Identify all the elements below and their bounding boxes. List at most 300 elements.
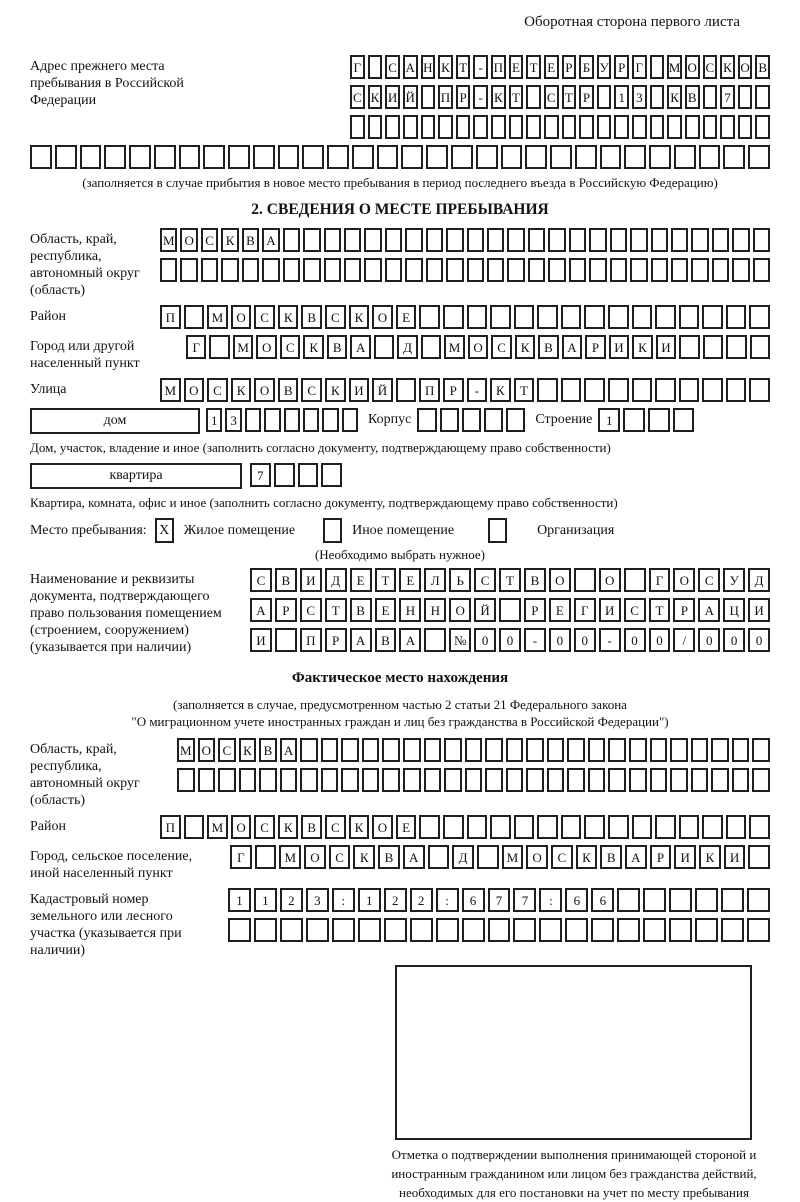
char-cell[interactable]: [440, 408, 459, 432]
char-cell[interactable]: [80, 145, 102, 169]
char-cell[interactable]: В: [259, 738, 277, 762]
char-cell[interactable]: [358, 918, 381, 942]
char-cell[interactable]: [695, 888, 718, 912]
char-cell[interactable]: Е: [549, 598, 571, 622]
char-cell[interactable]: [421, 335, 441, 359]
char-cell[interactable]: [632, 378, 653, 402]
char-cell[interactable]: [610, 228, 627, 252]
char-cell[interactable]: [506, 738, 524, 762]
char-cell[interactable]: [368, 115, 383, 139]
char-cell[interactable]: [274, 463, 295, 487]
char-cell[interactable]: А: [262, 228, 279, 252]
char-cell[interactable]: А: [625, 845, 647, 869]
char-cell[interactable]: С: [254, 815, 275, 839]
char-cell[interactable]: [749, 305, 770, 329]
char-cell[interactable]: [180, 258, 197, 282]
char-cell[interactable]: О: [449, 598, 471, 622]
char-cell[interactable]: Р: [585, 335, 605, 359]
char-cell[interactable]: [283, 228, 300, 252]
char-cell[interactable]: Р: [443, 378, 464, 402]
char-cell[interactable]: [589, 258, 606, 282]
char-cell[interactable]: Д: [748, 568, 770, 592]
char-cell[interactable]: [426, 228, 443, 252]
char-cell[interactable]: [748, 145, 770, 169]
char-cell[interactable]: П: [160, 305, 181, 329]
char-cell[interactable]: [699, 145, 721, 169]
char-cell[interactable]: [526, 85, 541, 109]
char-cell[interactable]: К: [515, 335, 535, 359]
char-cell[interactable]: [655, 305, 676, 329]
char-cell[interactable]: О: [468, 335, 488, 359]
char-cell[interactable]: Е: [399, 568, 421, 592]
char-cell[interactable]: -: [467, 378, 488, 402]
char-cell[interactable]: [321, 738, 339, 762]
char-cell[interactable]: [537, 815, 558, 839]
char-cell[interactable]: [477, 845, 499, 869]
char-cell[interactable]: [507, 228, 524, 252]
char-cell[interactable]: [262, 258, 279, 282]
char-cell[interactable]: [569, 228, 586, 252]
char-cell[interactable]: 3: [225, 408, 241, 432]
char-cell[interactable]: [691, 768, 709, 792]
char-cell[interactable]: [242, 258, 259, 282]
char-cell[interactable]: И: [609, 335, 629, 359]
char-cell[interactable]: И: [656, 335, 676, 359]
char-cell[interactable]: 1: [614, 85, 629, 109]
char-cell[interactable]: К: [491, 85, 506, 109]
char-cell[interactable]: [259, 768, 277, 792]
char-cell[interactable]: Р: [579, 85, 594, 109]
char-cell[interactable]: [539, 918, 562, 942]
char-cell[interactable]: Е: [350, 568, 372, 592]
char-cell[interactable]: [421, 115, 436, 139]
char-cell[interactable]: [129, 145, 151, 169]
char-cell[interactable]: [300, 738, 318, 762]
char-cell[interactable]: [364, 228, 381, 252]
char-cell[interactable]: К: [438, 55, 453, 79]
char-cell[interactable]: [589, 228, 606, 252]
char-cell[interactable]: [465, 768, 483, 792]
char-cell[interactable]: У: [597, 55, 612, 79]
char-cell[interactable]: [374, 335, 394, 359]
char-cell[interactable]: [514, 305, 535, 329]
char-cell[interactable]: С: [329, 845, 351, 869]
char-cell[interactable]: [485, 768, 503, 792]
char-cell[interactable]: [419, 815, 440, 839]
char-cell[interactable]: П: [160, 815, 181, 839]
char-cell[interactable]: 7: [513, 888, 536, 912]
char-cell[interactable]: [499, 598, 521, 622]
char-cell[interactable]: Г: [186, 335, 206, 359]
char-cell[interactable]: [691, 738, 709, 762]
char-cell[interactable]: [421, 85, 436, 109]
char-cell[interactable]: Д: [325, 568, 347, 592]
char-cell[interactable]: [547, 738, 565, 762]
char-cell[interactable]: :: [539, 888, 562, 912]
char-cell[interactable]: [344, 258, 361, 282]
char-cell[interactable]: [456, 115, 471, 139]
char-cell[interactable]: Л: [424, 568, 446, 592]
char-cell[interactable]: 0: [624, 628, 646, 652]
char-cell[interactable]: [280, 918, 303, 942]
char-cell[interactable]: [679, 378, 700, 402]
char-cell[interactable]: [506, 408, 525, 432]
char-cell[interactable]: 6: [565, 888, 588, 912]
char-cell[interactable]: [278, 145, 300, 169]
char-cell[interactable]: [403, 738, 421, 762]
char-cell[interactable]: А: [562, 335, 582, 359]
char-cell[interactable]: [239, 768, 257, 792]
char-cell[interactable]: [655, 815, 676, 839]
char-cell[interactable]: А: [399, 628, 421, 652]
char-cell[interactable]: [720, 115, 735, 139]
char-cell[interactable]: [738, 85, 753, 109]
char-cell[interactable]: [614, 115, 629, 139]
char-cell[interactable]: И: [300, 568, 322, 592]
char-cell[interactable]: [514, 815, 535, 839]
char-cell[interactable]: :: [436, 888, 459, 912]
char-cell[interactable]: [695, 918, 718, 942]
char-cell[interactable]: [752, 738, 770, 762]
char-cell[interactable]: 2: [410, 888, 433, 912]
char-cell[interactable]: 0: [698, 628, 720, 652]
char-cell[interactable]: [462, 408, 481, 432]
char-cell[interactable]: [465, 738, 483, 762]
char-cell[interactable]: [303, 228, 320, 252]
char-cell[interactable]: [490, 305, 511, 329]
char-cell[interactable]: [298, 463, 319, 487]
char-cell[interactable]: В: [350, 598, 372, 622]
char-cell[interactable]: -: [524, 628, 546, 652]
char-cell[interactable]: [382, 768, 400, 792]
char-cell[interactable]: С: [254, 305, 275, 329]
char-cell[interactable]: К: [353, 845, 375, 869]
char-cell[interactable]: [436, 918, 459, 942]
char-cell[interactable]: М: [444, 335, 464, 359]
char-cell[interactable]: К: [576, 845, 598, 869]
char-cell[interactable]: [104, 145, 126, 169]
char-cell[interactable]: [485, 738, 503, 762]
char-cell[interactable]: [473, 115, 488, 139]
char-cell[interactable]: [726, 378, 747, 402]
char-cell[interactable]: [630, 258, 647, 282]
char-cell[interactable]: И: [250, 628, 272, 652]
char-cell[interactable]: [632, 115, 647, 139]
char-cell[interactable]: [487, 228, 504, 252]
char-cell[interactable]: [749, 815, 770, 839]
char-cell[interactable]: [55, 145, 77, 169]
char-cell[interactable]: [550, 145, 572, 169]
char-cell[interactable]: 7: [488, 888, 511, 912]
char-cell[interactable]: В: [375, 628, 397, 652]
char-cell[interactable]: [671, 258, 688, 282]
char-cell[interactable]: Р: [650, 845, 672, 869]
char-cell[interactable]: [643, 888, 666, 912]
char-cell[interactable]: [179, 145, 201, 169]
char-cell[interactable]: М: [667, 55, 682, 79]
char-cell[interactable]: [275, 628, 297, 652]
char-cell[interactable]: О: [254, 378, 275, 402]
char-cell[interactable]: В: [600, 845, 622, 869]
char-cell[interactable]: [526, 768, 544, 792]
char-cell[interactable]: Д: [397, 335, 417, 359]
char-cell[interactable]: [624, 568, 646, 592]
char-cell[interactable]: [526, 115, 541, 139]
char-cell[interactable]: [617, 918, 640, 942]
char-cell[interactable]: И: [349, 378, 370, 402]
char-cell[interactable]: К: [720, 55, 735, 79]
char-cell[interactable]: [405, 228, 422, 252]
char-cell[interactable]: 1: [358, 888, 381, 912]
char-cell[interactable]: О: [256, 335, 276, 359]
char-cell[interactable]: [253, 145, 275, 169]
char-cell[interactable]: [650, 55, 665, 79]
char-cell[interactable]: Р: [562, 55, 577, 79]
char-cell[interactable]: [245, 408, 261, 432]
char-cell[interactable]: [597, 115, 612, 139]
char-cell[interactable]: [507, 258, 524, 282]
char-cell[interactable]: М: [207, 305, 228, 329]
char-cell[interactable]: [747, 918, 770, 942]
char-cell[interactable]: [643, 918, 666, 942]
char-cell[interactable]: А: [250, 598, 272, 622]
char-cell[interactable]: [198, 768, 216, 792]
char-cell[interactable]: С: [385, 55, 400, 79]
char-cell[interactable]: [691, 258, 708, 282]
char-cell[interactable]: К: [231, 378, 252, 402]
char-cell[interactable]: А: [350, 335, 370, 359]
char-cell[interactable]: [444, 738, 462, 762]
char-cell[interactable]: [462, 918, 485, 942]
char-cell[interactable]: Т: [562, 85, 577, 109]
char-cell[interactable]: С: [325, 815, 346, 839]
char-cell[interactable]: [177, 768, 195, 792]
char-cell[interactable]: [537, 378, 558, 402]
char-cell[interactable]: 0: [748, 628, 770, 652]
char-cell[interactable]: [201, 258, 218, 282]
char-cell[interactable]: [753, 258, 770, 282]
char-cell[interactable]: В: [755, 55, 770, 79]
char-cell[interactable]: [655, 378, 676, 402]
char-cell[interactable]: -: [473, 55, 488, 79]
char-cell[interactable]: [575, 145, 597, 169]
char-cell[interactable]: С: [551, 845, 573, 869]
char-cell[interactable]: [476, 145, 498, 169]
char-cell[interactable]: [629, 768, 647, 792]
char-cell[interactable]: Е: [375, 598, 397, 622]
char-cell[interactable]: [723, 145, 745, 169]
char-cell[interactable]: [579, 115, 594, 139]
char-cell[interactable]: [228, 918, 251, 942]
char-cell[interactable]: 1: [254, 888, 277, 912]
char-cell[interactable]: [562, 115, 577, 139]
char-cell[interactable]: Т: [509, 85, 524, 109]
char-cell[interactable]: [584, 305, 605, 329]
char-cell[interactable]: [300, 768, 318, 792]
char-cell[interactable]: 7: [720, 85, 735, 109]
char-cell[interactable]: [732, 258, 749, 282]
char-cell[interactable]: 0: [549, 628, 571, 652]
char-cell[interactable]: [303, 408, 319, 432]
char-cell[interactable]: А: [403, 845, 425, 869]
char-cell[interactable]: [467, 258, 484, 282]
char-cell[interactable]: К: [349, 815, 370, 839]
char-cell[interactable]: [711, 738, 729, 762]
char-cell[interactable]: [650, 738, 668, 762]
char-cell[interactable]: О: [372, 815, 393, 839]
char-cell[interactable]: В: [242, 228, 259, 252]
char-cell[interactable]: Т: [456, 55, 471, 79]
char-cell[interactable]: :: [332, 888, 355, 912]
char-cell[interactable]: 1: [228, 888, 251, 912]
char-cell[interactable]: О: [304, 845, 326, 869]
char-cell[interactable]: [501, 145, 523, 169]
char-cell[interactable]: [364, 258, 381, 282]
char-cell[interactable]: [362, 738, 380, 762]
char-cell[interactable]: [588, 768, 606, 792]
char-cell[interactable]: [403, 768, 421, 792]
char-cell[interactable]: В: [524, 568, 546, 592]
char-cell[interactable]: [154, 145, 176, 169]
char-cell[interactable]: [671, 228, 688, 252]
char-cell[interactable]: [444, 768, 462, 792]
char-cell[interactable]: [752, 768, 770, 792]
char-cell[interactable]: [726, 815, 747, 839]
char-cell[interactable]: [443, 305, 464, 329]
char-cell[interactable]: [438, 115, 453, 139]
char-cell[interactable]: [405, 258, 422, 282]
char-cell[interactable]: К: [239, 738, 257, 762]
char-cell[interactable]: [651, 228, 668, 252]
char-cell[interactable]: С: [201, 228, 218, 252]
char-cell[interactable]: К: [699, 845, 721, 869]
char-cell[interactable]: [747, 888, 770, 912]
char-cell[interactable]: О: [673, 568, 695, 592]
char-cell[interactable]: [506, 768, 524, 792]
char-cell[interactable]: К: [325, 378, 346, 402]
char-cell[interactable]: [344, 228, 361, 252]
char-cell[interactable]: С: [218, 738, 236, 762]
char-cell[interactable]: [342, 408, 358, 432]
char-cell[interactable]: И: [724, 845, 746, 869]
char-cell[interactable]: [567, 768, 585, 792]
char-cell[interactable]: [650, 115, 665, 139]
char-cell[interactable]: [362, 768, 380, 792]
char-cell[interactable]: [669, 918, 692, 942]
char-cell[interactable]: 0: [649, 628, 671, 652]
char-cell[interactable]: Г: [350, 55, 365, 79]
char-cell[interactable]: [490, 815, 511, 839]
char-cell[interactable]: [221, 258, 238, 282]
char-cell[interactable]: [703, 335, 723, 359]
char-cell[interactable]: Й: [474, 598, 496, 622]
char-cell[interactable]: Ь: [449, 568, 471, 592]
char-cell[interactable]: [673, 408, 695, 432]
char-cell[interactable]: К: [221, 228, 238, 252]
char-cell[interactable]: [322, 408, 338, 432]
char-cell[interactable]: [284, 408, 300, 432]
char-cell[interactable]: [726, 305, 747, 329]
char-cell[interactable]: М: [233, 335, 253, 359]
char-cell[interactable]: [679, 305, 700, 329]
char-cell[interactable]: [608, 768, 626, 792]
char-cell[interactable]: [584, 378, 605, 402]
char-cell[interactable]: [623, 408, 645, 432]
char-cell[interactable]: 3: [632, 85, 647, 109]
char-cell[interactable]: И: [385, 85, 400, 109]
char-cell[interactable]: Р: [614, 55, 629, 79]
char-cell[interactable]: [30, 145, 52, 169]
char-cell[interactable]: [350, 115, 365, 139]
char-cell[interactable]: [588, 738, 606, 762]
char-cell[interactable]: [352, 145, 374, 169]
char-cell[interactable]: [679, 335, 699, 359]
char-cell[interactable]: А: [280, 738, 298, 762]
char-cell[interactable]: [302, 145, 324, 169]
char-cell[interactable]: Т: [375, 568, 397, 592]
char-cell[interactable]: В: [301, 815, 322, 839]
char-cell[interactable]: Н: [399, 598, 421, 622]
char-cell[interactable]: [209, 335, 229, 359]
char-cell[interactable]: П: [491, 55, 506, 79]
char-cell[interactable]: [732, 738, 750, 762]
char-cell[interactable]: Г: [230, 845, 252, 869]
char-cell[interactable]: [547, 768, 565, 792]
char-cell[interactable]: [755, 85, 770, 109]
char-cell[interactable]: [650, 768, 668, 792]
char-cell[interactable]: [264, 408, 280, 432]
char-cell[interactable]: [484, 408, 503, 432]
char-cell[interactable]: О: [526, 845, 548, 869]
char-cell[interactable]: Р: [673, 598, 695, 622]
char-cell[interactable]: [750, 335, 770, 359]
char-cell[interactable]: О: [549, 568, 571, 592]
char-cell[interactable]: Е: [544, 55, 559, 79]
char-cell[interactable]: [491, 115, 506, 139]
char-cell[interactable]: У: [723, 568, 745, 592]
char-cell[interactable]: О: [198, 738, 216, 762]
char-cell[interactable]: Г: [632, 55, 647, 79]
char-cell[interactable]: С: [624, 598, 646, 622]
char-cell[interactable]: М: [502, 845, 524, 869]
char-cell[interactable]: [382, 738, 400, 762]
char-cell[interactable]: Г: [574, 598, 596, 622]
char-cell[interactable]: М: [160, 228, 177, 252]
char-cell[interactable]: [487, 258, 504, 282]
char-cell[interactable]: К: [278, 815, 299, 839]
char-cell[interactable]: [584, 815, 605, 839]
char-cell[interactable]: С: [207, 378, 228, 402]
char-cell[interactable]: [377, 145, 399, 169]
char-cell[interactable]: [674, 145, 696, 169]
char-cell[interactable]: [703, 85, 718, 109]
char-cell[interactable]: О: [184, 378, 205, 402]
char-cell[interactable]: [738, 115, 753, 139]
char-cell[interactable]: Т: [325, 598, 347, 622]
char-cell[interactable]: [306, 918, 329, 942]
char-cell[interactable]: 1: [598, 408, 620, 432]
char-cell[interactable]: [332, 918, 355, 942]
char-cell[interactable]: [283, 258, 300, 282]
char-cell[interactable]: В: [538, 335, 558, 359]
char-cell[interactable]: [667, 115, 682, 139]
char-cell[interactable]: [280, 768, 298, 792]
char-cell[interactable]: С: [301, 378, 322, 402]
char-cell[interactable]: 2: [384, 888, 407, 912]
char-cell[interactable]: [327, 145, 349, 169]
char-cell[interactable]: А: [350, 628, 372, 652]
char-cell[interactable]: Н: [424, 598, 446, 622]
